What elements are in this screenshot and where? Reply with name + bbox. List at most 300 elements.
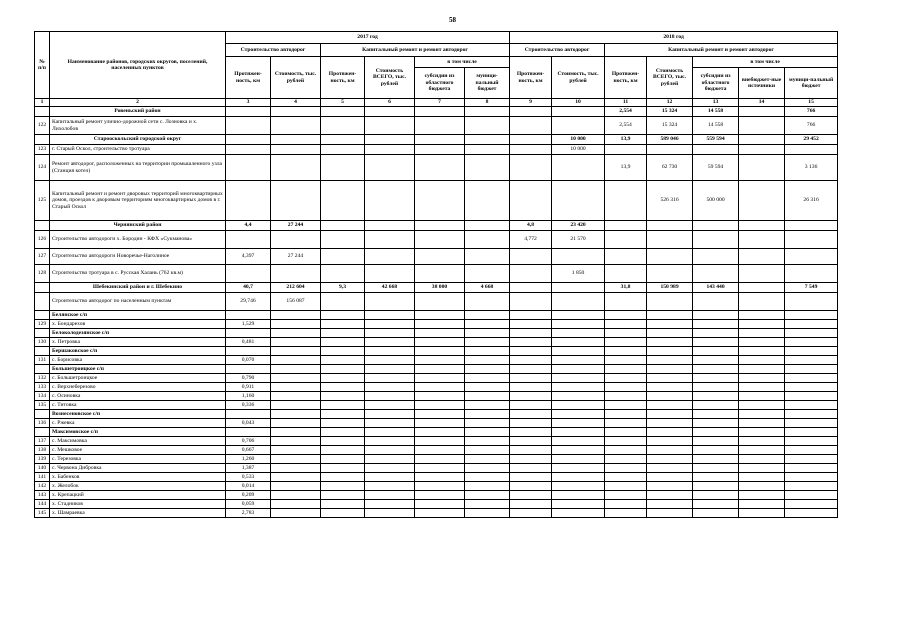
header-length: Протяжен-ность, км	[605, 57, 647, 99]
table-row	[35, 455, 838, 464]
row-value	[365, 500, 415, 509]
row-value	[693, 437, 739, 446]
row-value	[605, 482, 647, 491]
row-number: 131	[35, 356, 50, 365]
column-number: 15	[785, 99, 838, 107]
row-value	[321, 231, 365, 249]
row-value	[321, 117, 365, 135]
row-value	[321, 365, 365, 374]
row-value	[605, 455, 647, 464]
row-value	[552, 107, 605, 117]
row-value	[785, 446, 838, 455]
row-value	[465, 392, 510, 401]
row-value	[415, 181, 465, 221]
row-value	[465, 473, 510, 482]
row-value: 15 324	[647, 117, 693, 135]
table-row	[35, 509, 838, 518]
row-value	[785, 356, 838, 365]
row-value	[739, 374, 785, 383]
row-value	[415, 446, 465, 455]
row-value: 766	[785, 117, 838, 135]
row-value	[465, 491, 510, 500]
row-value	[271, 401, 321, 410]
row-number	[35, 428, 50, 437]
row-name: Строительство тротуара в с. Русская Халань (762 кв.м)	[50, 265, 226, 283]
row-value	[605, 491, 647, 500]
row-name: с. Терезовка	[50, 455, 226, 464]
row-value	[465, 329, 510, 338]
row-value	[693, 221, 739, 231]
row-value	[510, 374, 552, 383]
row-number	[35, 347, 50, 356]
row-value	[785, 365, 838, 374]
row-value	[465, 509, 510, 518]
header-repair-2018: Капитальный ремонт и ремонт автодорог	[605, 44, 838, 57]
row-value	[739, 473, 785, 482]
row-value	[365, 401, 415, 410]
row-name: с. Верхнеберезово	[50, 383, 226, 392]
row-value: 156 087	[271, 293, 321, 311]
row-value: 143 440	[693, 283, 739, 293]
row-value	[739, 221, 785, 231]
header-length: Протяжен-ность, км	[510, 57, 552, 99]
row-value	[226, 145, 271, 155]
row-value	[271, 446, 321, 455]
row-value: 27 244	[271, 249, 321, 265]
row-value	[465, 293, 510, 311]
row-value	[365, 329, 415, 338]
row-value	[605, 265, 647, 283]
row-value	[785, 455, 838, 464]
row-value: 23 420	[552, 221, 605, 231]
row-value	[415, 265, 465, 283]
header-cost: Стоимость, тыс. рублей	[271, 57, 321, 99]
row-value	[415, 135, 465, 145]
row-value: 0,059	[226, 500, 271, 509]
row-value	[605, 347, 647, 356]
row-value	[415, 383, 465, 392]
row-value	[415, 509, 465, 518]
row-number: 142	[35, 482, 50, 491]
row-value	[693, 365, 739, 374]
row-value	[510, 464, 552, 473]
row-value	[647, 365, 693, 374]
row-value	[605, 428, 647, 437]
row-value	[271, 473, 321, 482]
row-number	[35, 311, 50, 320]
row-value	[739, 265, 785, 283]
row-value	[785, 401, 838, 410]
row-value	[365, 320, 415, 329]
row-value	[693, 455, 739, 464]
row-number: 132	[35, 374, 50, 383]
row-value	[226, 329, 271, 338]
row-value	[510, 311, 552, 320]
row-value	[510, 356, 552, 365]
row-value	[510, 392, 552, 401]
table-row	[35, 491, 838, 500]
row-value	[605, 509, 647, 518]
row-value	[510, 500, 552, 509]
row-value	[552, 329, 605, 338]
row-value	[552, 181, 605, 221]
row-value	[510, 428, 552, 437]
row-value	[226, 265, 271, 283]
row-value	[321, 419, 365, 428]
row-value	[271, 464, 321, 473]
row-value	[271, 338, 321, 347]
roads-table	[34, 31, 838, 518]
row-value: 29 452	[785, 135, 838, 145]
row-value	[647, 500, 693, 509]
row-number: 138	[35, 446, 50, 455]
row-value	[552, 392, 605, 401]
row-number	[35, 135, 50, 145]
row-value: 3 136	[785, 155, 838, 181]
row-value	[647, 446, 693, 455]
row-value	[739, 311, 785, 320]
row-number: 144	[35, 500, 50, 509]
row-value	[552, 491, 605, 500]
row-value	[785, 509, 838, 518]
row-value	[321, 338, 365, 347]
row-number: 128	[35, 265, 50, 283]
row-value	[647, 410, 693, 419]
header-subsidy: субсидии из областного бюджета	[693, 68, 739, 99]
row-value	[552, 320, 605, 329]
header-length: Протяжен-ность, км	[226, 57, 271, 99]
row-value	[321, 491, 365, 500]
row-value	[552, 347, 605, 356]
row-value	[647, 383, 693, 392]
row-number	[35, 221, 50, 231]
row-number: 136	[35, 419, 50, 428]
row-value	[415, 117, 465, 135]
row-value	[271, 320, 321, 329]
row-value	[415, 401, 465, 410]
row-value: 526 316	[647, 181, 693, 221]
row-number: 126	[35, 231, 50, 249]
row-value	[552, 155, 605, 181]
row-value: 4,4	[226, 221, 271, 231]
row-value: 0,014	[226, 482, 271, 491]
page-number: 58	[449, 16, 456, 24]
row-value: 500 000	[693, 181, 739, 221]
row-value	[693, 231, 739, 249]
row-value	[552, 249, 605, 265]
row-value	[647, 221, 693, 231]
table-row	[35, 356, 838, 365]
row-name: х. Шамраевка	[50, 509, 226, 518]
row-value	[271, 428, 321, 437]
row-value	[605, 500, 647, 509]
row-value	[271, 117, 321, 135]
row-value	[321, 383, 365, 392]
row-value	[552, 509, 605, 518]
row-value: 40,7	[226, 283, 271, 293]
row-value	[739, 155, 785, 181]
row-value	[465, 401, 510, 410]
row-value: 7 549	[785, 283, 838, 293]
row-number: 143	[35, 491, 50, 500]
row-value	[415, 437, 465, 446]
row-value	[465, 311, 510, 320]
row-value	[605, 293, 647, 311]
row-value	[321, 446, 365, 455]
row-value	[605, 249, 647, 265]
row-value	[321, 374, 365, 383]
row-value	[605, 383, 647, 392]
row-value	[647, 464, 693, 473]
row-value	[321, 401, 365, 410]
row-value: 15 324	[647, 107, 693, 117]
row-value	[647, 265, 693, 283]
row-value	[365, 374, 415, 383]
row-value	[785, 249, 838, 265]
row-value	[321, 473, 365, 482]
row-value	[415, 491, 465, 500]
row-value	[271, 410, 321, 419]
row-name: Чернянский район	[50, 221, 226, 231]
row-value	[321, 135, 365, 145]
row-value	[510, 383, 552, 392]
row-value	[365, 231, 415, 249]
row-value	[226, 135, 271, 145]
header-year-2017: 2017 год	[226, 32, 510, 44]
row-value	[415, 107, 465, 117]
row-value	[321, 249, 365, 265]
row-value	[739, 392, 785, 401]
row-value	[321, 392, 365, 401]
row-value	[365, 249, 415, 265]
row-value: 14 558	[693, 117, 739, 135]
row-value	[271, 392, 321, 401]
table-row	[35, 181, 838, 221]
table-row	[35, 473, 838, 482]
row-name: х. Желобок	[50, 482, 226, 491]
row-value	[415, 482, 465, 491]
table-row	[35, 482, 838, 491]
row-value	[321, 329, 365, 338]
row-name: Белянское с/п	[50, 311, 226, 320]
row-value	[693, 383, 739, 392]
row-value	[739, 482, 785, 491]
row-value	[365, 491, 415, 500]
row-value	[785, 473, 838, 482]
row-value	[226, 117, 271, 135]
header-length: Протяжен-ность, км	[321, 57, 365, 99]
row-number	[35, 107, 50, 117]
row-value	[552, 428, 605, 437]
row-value	[271, 365, 321, 374]
row-value	[647, 509, 693, 518]
row-value	[552, 117, 605, 135]
row-value	[693, 401, 739, 410]
row-value	[552, 356, 605, 365]
row-value	[647, 374, 693, 383]
row-value	[739, 509, 785, 518]
row-number: 139	[35, 455, 50, 464]
row-name: Бершаковское с/п	[50, 347, 226, 356]
row-value: 0,043	[226, 419, 271, 428]
row-value	[739, 419, 785, 428]
row-value	[321, 320, 365, 329]
header-repair-2017: Капитальный ремонт и ремонт автодорог	[321, 44, 510, 57]
row-value	[271, 107, 321, 117]
row-value	[415, 365, 465, 374]
section-row	[35, 293, 838, 311]
row-value	[510, 437, 552, 446]
row-value	[365, 446, 415, 455]
header-name: Наименование районов, городских округов, поселений, населенных пунктов	[50, 32, 226, 99]
row-name: Строительство автодорог по населенным пунктам	[50, 293, 226, 311]
row-name: х. Стадников	[50, 500, 226, 509]
row-value	[739, 249, 785, 265]
row-name: Шебекинский район и г. Шебекино	[50, 283, 226, 293]
row-value	[693, 482, 739, 491]
row-value	[365, 392, 415, 401]
row-value: 1,260	[226, 455, 271, 464]
table-row	[35, 374, 838, 383]
column-number-row	[35, 99, 838, 107]
row-value	[321, 155, 365, 181]
row-value	[271, 155, 321, 181]
row-value	[415, 455, 465, 464]
row-value	[785, 320, 838, 329]
row-value	[693, 356, 739, 365]
row-value	[415, 311, 465, 320]
row-value	[693, 428, 739, 437]
row-value	[739, 181, 785, 221]
header-construction-2017: Строительство автодорог	[226, 44, 321, 57]
row-number: 137	[35, 437, 50, 446]
row-value	[365, 221, 415, 231]
column-number: 6	[365, 99, 415, 107]
row-value	[605, 410, 647, 419]
row-value	[510, 446, 552, 455]
column-number: 9	[510, 99, 552, 107]
row-name: Строительство автодороги Новоречье-Наголиное	[50, 249, 226, 265]
row-value: 212 604	[271, 283, 321, 293]
row-value: 2,783	[226, 509, 271, 518]
row-value: 21 570	[552, 231, 605, 249]
row-value	[415, 338, 465, 347]
row-value	[785, 231, 838, 249]
row-number: 135	[35, 401, 50, 410]
row-value	[415, 329, 465, 338]
row-value	[693, 145, 739, 155]
row-value	[693, 320, 739, 329]
row-value: 26 316	[785, 181, 838, 221]
row-value	[510, 401, 552, 410]
row-value	[693, 293, 739, 311]
row-number: 134	[35, 392, 50, 401]
row-name: Старооскольский городской округ	[50, 135, 226, 145]
row-value	[415, 419, 465, 428]
row-value	[415, 347, 465, 356]
row-value	[647, 293, 693, 311]
row-value	[365, 383, 415, 392]
row-number: 130	[35, 338, 50, 347]
row-value	[271, 311, 321, 320]
row-value	[365, 265, 415, 283]
row-name: Большетроицкое с/п	[50, 365, 226, 374]
section-row	[35, 221, 838, 231]
row-value	[510, 145, 552, 155]
row-value	[605, 181, 647, 221]
row-value	[415, 428, 465, 437]
row-value	[465, 107, 510, 117]
row-value	[365, 464, 415, 473]
row-value	[510, 509, 552, 518]
row-value	[785, 410, 838, 419]
section-row	[35, 107, 838, 117]
row-value: 13,9	[605, 155, 647, 181]
row-name: с. Борисовка	[50, 356, 226, 365]
row-value	[739, 446, 785, 455]
row-value	[605, 356, 647, 365]
row-value: 0,706	[226, 437, 271, 446]
row-name: Максимовское с/п	[50, 428, 226, 437]
row-value	[605, 401, 647, 410]
row-value	[739, 347, 785, 356]
row-value: 27 244	[271, 221, 321, 231]
row-value: 2,554	[605, 107, 647, 117]
row-value	[321, 428, 365, 437]
row-value	[321, 145, 365, 155]
row-number: 140	[35, 464, 50, 473]
row-value	[271, 437, 321, 446]
row-value	[552, 365, 605, 374]
row-value	[693, 311, 739, 320]
row-number	[35, 283, 50, 293]
row-value	[415, 155, 465, 181]
row-value	[647, 320, 693, 329]
row-value	[785, 383, 838, 392]
row-value	[647, 437, 693, 446]
row-value: 150 989	[647, 283, 693, 293]
row-name: Ровеньский район	[50, 107, 226, 117]
header-year-2018: 2018 год	[510, 32, 838, 44]
row-value	[647, 356, 693, 365]
row-value	[739, 329, 785, 338]
row-value	[647, 338, 693, 347]
row-value	[271, 356, 321, 365]
row-value	[365, 365, 415, 374]
row-number: 125	[35, 181, 50, 221]
row-value	[739, 455, 785, 464]
row-name: с. Большетроицкое	[50, 374, 226, 383]
row-value	[647, 473, 693, 482]
row-value	[465, 356, 510, 365]
row-value	[365, 293, 415, 311]
row-value	[365, 482, 415, 491]
row-value	[693, 347, 739, 356]
row-value	[365, 338, 415, 347]
row-value	[226, 347, 271, 356]
row-value	[365, 419, 415, 428]
row-number	[35, 410, 50, 419]
row-value	[226, 181, 271, 221]
row-value	[365, 181, 415, 221]
row-value: 0,911	[226, 383, 271, 392]
row-value	[552, 293, 605, 311]
row-value: 0,209	[226, 491, 271, 500]
row-value	[552, 446, 605, 455]
row-value	[465, 428, 510, 437]
row-value	[365, 428, 415, 437]
row-value	[647, 329, 693, 338]
